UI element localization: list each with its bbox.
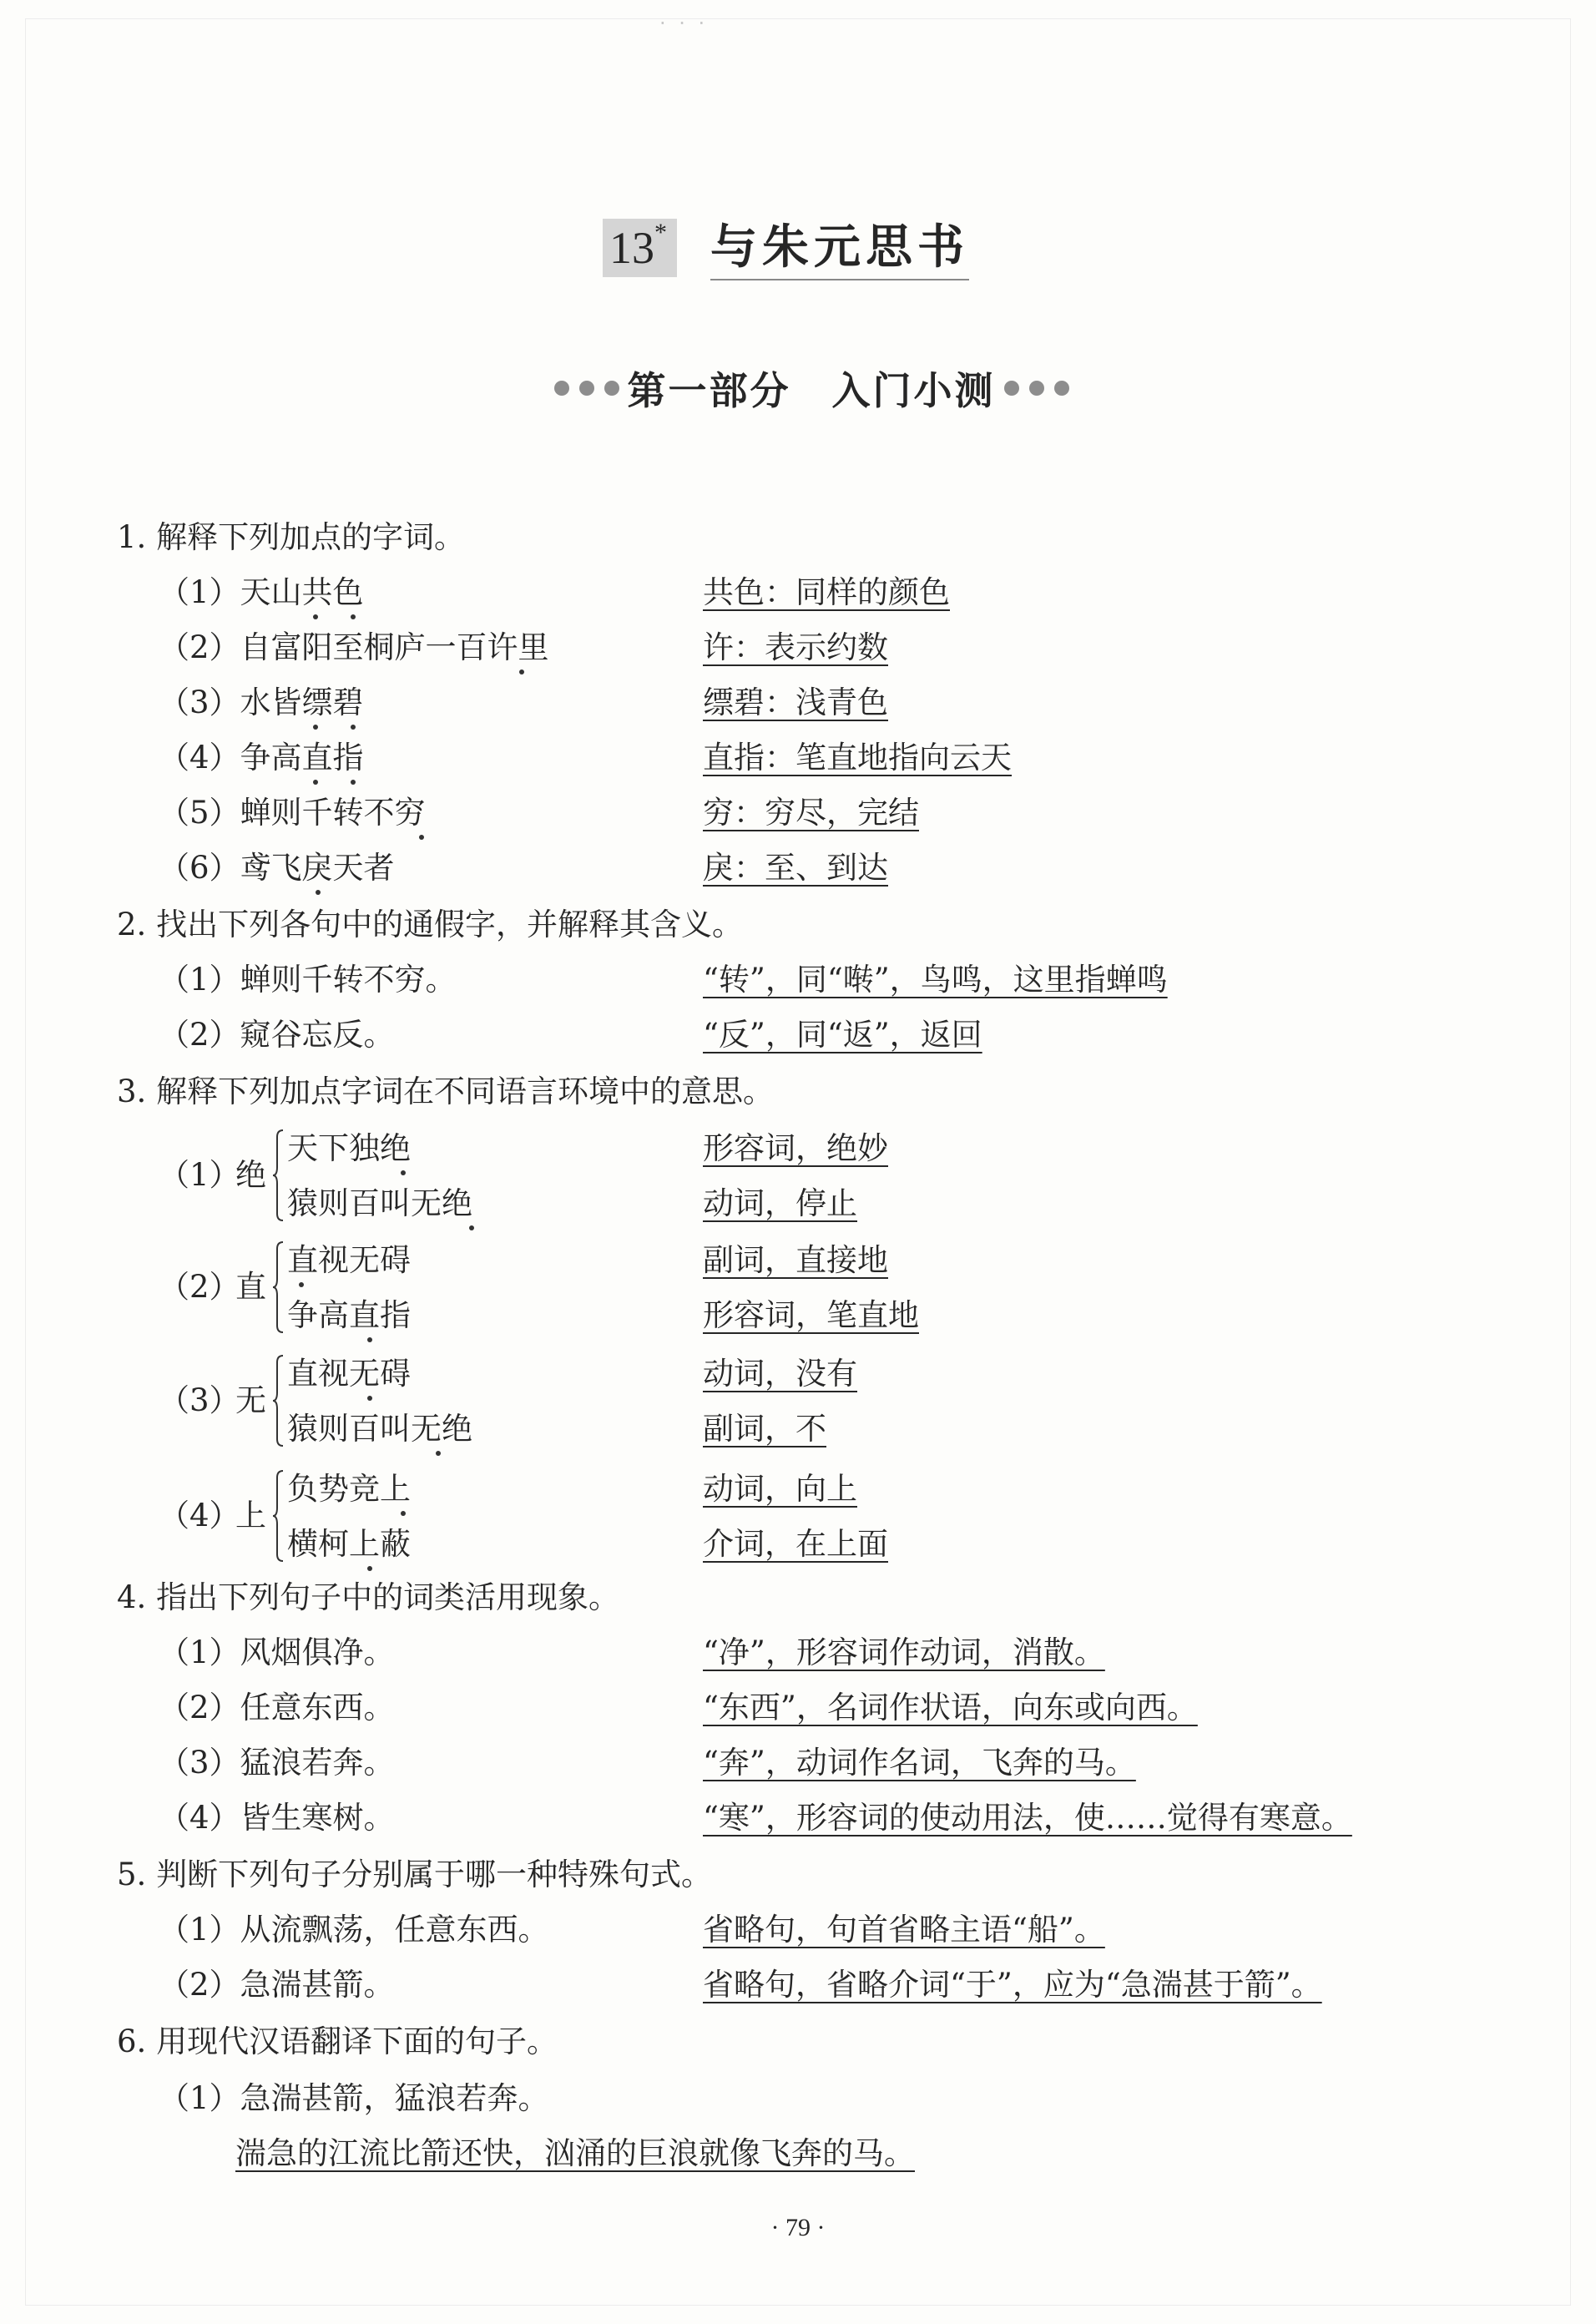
emphasis-dot (367, 1337, 372, 1342)
brace-icon (272, 1240, 282, 1334)
q1-item-answer: 共色：同样的颜色 (703, 574, 950, 610)
page-number: · 79 · (770, 2214, 826, 2241)
emphasis-dot (313, 725, 318, 730)
question-3-prompt: 3. 解释下列加点字词在不同语言环境中的意思。 (117, 1074, 775, 1109)
q4-item-label: （3）猛浪若奔。 (159, 1745, 395, 1781)
q3-answer: 副词，不 (703, 1411, 826, 1447)
emphasis-dot (367, 1566, 372, 1571)
emphasis-dot (351, 780, 356, 785)
question-2-prompt: 2. 找出下列各句中的通假字，并解释其含义。 (117, 907, 744, 942)
q3-group-char: 直 (235, 1269, 266, 1305)
question-1-prompt: 1. 解释下列加点的字词。 (117, 519, 466, 555)
q3-group-char: 上 (235, 1498, 266, 1533)
emphasis-dot (316, 890, 321, 895)
q4-item-label: （1）风烟俱净。 (159, 1634, 395, 1670)
q5-item-label: （2）急湍甚箭。 (159, 1967, 395, 2003)
q1-item-label: （3）水皆缥碧 (159, 685, 364, 720)
q4-item-answer: “寒”，形容词的使动用法，使……觉得有寒意。 (703, 1800, 1352, 1836)
q3-phrase: 直视无碍 (287, 1356, 411, 1392)
lesson-mark: * (654, 219, 667, 246)
q3-answer: 副词，直接地 (703, 1242, 888, 1278)
q3-phrase: 猿则百叫无绝 (287, 1411, 472, 1447)
brace-icon (272, 1469, 282, 1563)
q2-item-answer: “转”，同“啭”，鸟鸣，这里指蝉鸣 (703, 962, 1168, 998)
q3-phrase: 天下独绝 (287, 1130, 411, 1166)
lesson-title-block (603, 210, 969, 277)
q3-group-number: （4） (159, 1498, 240, 1533)
q3-group-char: 绝 (235, 1157, 266, 1193)
emphasis-dot (436, 1451, 441, 1456)
emphasis-dot (351, 725, 356, 730)
q2-item-label: （1）蝉则千转不穷。 (159, 962, 457, 998)
q3-answer: 形容词，绝妙 (703, 1130, 888, 1166)
q3-group-number: （1） (159, 1157, 240, 1193)
brace-icon (272, 1354, 282, 1447)
q1-item-label: （4）争高直指 (159, 740, 364, 776)
q3-answer: 动词，停止 (703, 1185, 857, 1221)
q3-phrase: 负势竞上 (287, 1471, 411, 1507)
emphasis-dot (469, 1225, 474, 1230)
q3-answer: 形容词，笔直地 (703, 1297, 919, 1333)
q4-item-answer: “东西”，名词作状语，向东或向西。 (703, 1690, 1198, 1725)
scan-artifact: · · · (659, 12, 709, 35)
q1-item-label: （6）鸢飞戾天者 (159, 850, 395, 886)
q4-item-answer: “净”，形容词作动词，消散。 (703, 1634, 1105, 1670)
q3-group-number: （3） (159, 1382, 240, 1418)
q3-group-char: 无 (235, 1382, 266, 1418)
emphasis-dot (313, 780, 318, 785)
emphasis-dot (519, 669, 524, 674)
lesson-title: 与朱元思书 (710, 210, 969, 280)
emphasis-dot (367, 1396, 372, 1401)
emphasis-dot (401, 1511, 406, 1516)
q3-answer: 动词，没有 (703, 1356, 857, 1392)
q5-item-answer: 省略句，句首省略主语“船”。 (703, 1912, 1105, 1948)
q1-item-answer: 戾：至、到达 (703, 850, 888, 886)
q4-item-label: （4）皆生寒树。 (159, 1800, 395, 1836)
q1-item-answer: 缥碧：浅青色 (703, 685, 888, 720)
brace-icon (272, 1129, 282, 1222)
q3-phrase: 直视无碍 (287, 1242, 411, 1278)
q3-phrase: 猿则百叫无绝 (287, 1185, 472, 1221)
lesson-number: 13* (603, 219, 677, 277)
q6-item-answer: 湍急的江流比箭还快，汹涌的巨浪就像飞奔的马。 (235, 2135, 915, 2171)
emphasis-dot (299, 1282, 304, 1287)
q4-item-label: （2）任意东西。 (159, 1690, 395, 1725)
q1-item-answer: 许：表示约数 (703, 629, 888, 665)
question-5-prompt: 5. 判断下列句子分别属于哪一种特殊句式。 (117, 1857, 713, 1892)
q3-group-number: （2） (159, 1269, 240, 1305)
q2-item-answer: “反”，同“返”，返回 (703, 1017, 982, 1053)
q1-item-answer: 穷：穷尽，完结 (703, 795, 919, 831)
q5-item-label: （1）从流飘荡，任意东西。 (159, 1912, 549, 1948)
right-dots-ornament (1004, 381, 1069, 396)
emphasis-dot (419, 835, 424, 840)
q2-item-label: （2）窥谷忘反。 (159, 1017, 395, 1053)
section-header (511, 359, 1112, 417)
q4-item-answer: “奔”，动词作名词，飞奔的马。 (703, 1745, 1136, 1781)
q1-item-answer: 直指：笔直地指向云天 (703, 740, 1012, 776)
emphasis-dot (351, 614, 356, 619)
q1-item-label: （5）蝉则千转不穷 (159, 795, 426, 831)
q5-item-answer: 省略句，省略介词“于”，应为“急湍甚于箭”。 (703, 1967, 1322, 2003)
q3-phrase: 争高直指 (287, 1297, 411, 1333)
question-6-prompt: 6. 用现代汉语翻译下面的句子。 (117, 2023, 558, 2059)
q1-item-label: （2）自富阳至桐庐一百许里 (159, 629, 549, 665)
left-dots-ornament (554, 381, 619, 396)
section-title: 第一部分 入门小测 (627, 368, 996, 413)
question-4-prompt: 4. 指出下列句子中的词类活用现象。 (117, 1579, 620, 1615)
q6-item-label: （1）急湍甚箭，猛浪若奔。 (159, 2080, 549, 2116)
emphasis-dot (313, 614, 318, 619)
q3-answer: 动词，向上 (703, 1471, 857, 1507)
q1-item-label: （1）天山共色 (159, 574, 364, 610)
emphasis-dot (401, 1170, 406, 1175)
q3-answer: 介词，在上面 (703, 1526, 888, 1562)
q3-phrase: 横柯上蔽 (287, 1526, 411, 1562)
